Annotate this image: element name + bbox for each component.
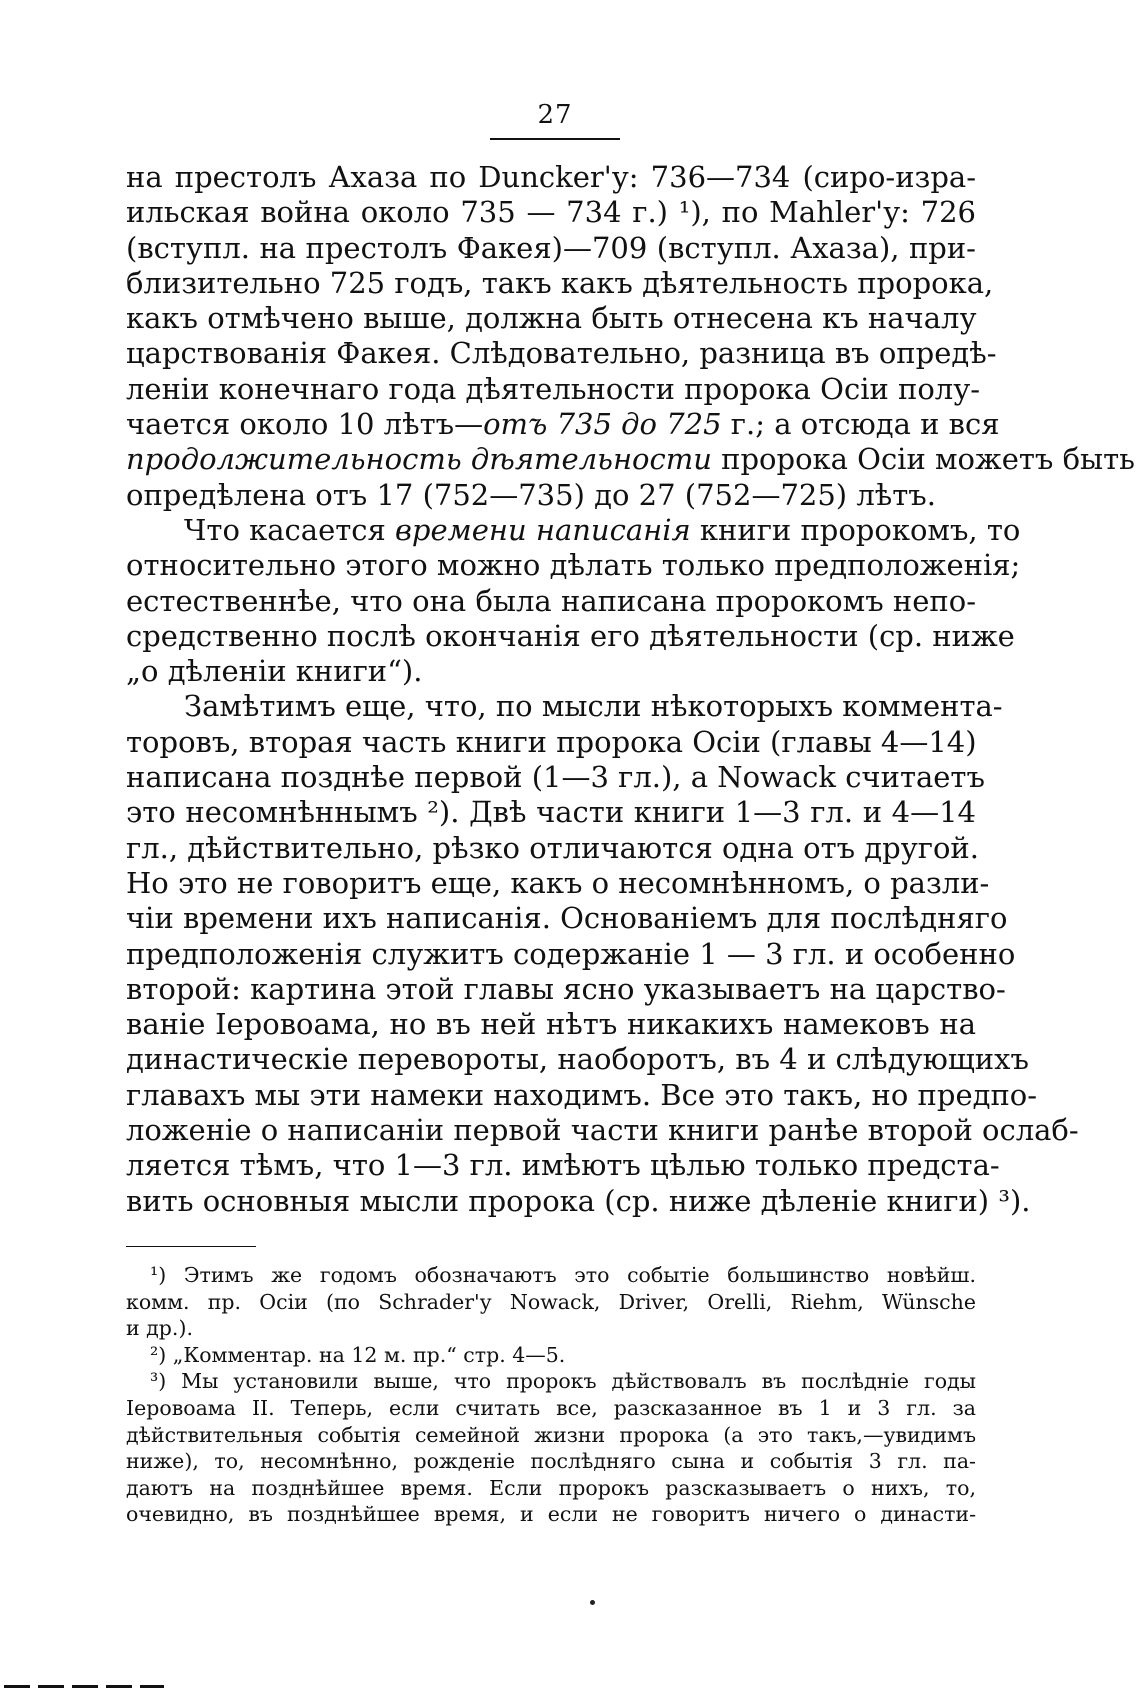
text-run: книги пророкомъ, то — [690, 512, 1021, 547]
text-line: (вступл. на престолъ Факея)—709 (вступл. Ахаза), при- — [126, 230, 976, 265]
text-line: гл., дѣйствительно, рѣзко отличаются одна отъ другой. — [126, 830, 979, 865]
footnote-line: Іеровоама II. Теперь, если считать все, разсказанное въ 1 и 3 гл. за — [126, 1395, 976, 1420]
italic-run: времени написанія — [395, 512, 691, 547]
text-line: это несомнѣннымъ ²). Двѣ части книги 1—3 гл. и 4—14 — [126, 795, 976, 830]
text-line: предположенія служитъ содержаніе 1 — 3 гл. и особенно — [126, 936, 1016, 971]
page-number-rule — [490, 138, 620, 140]
footnote-line: ¹) Этимъ же годомъ обозначаютъ это событіе большинство новѣйш. — [150, 1263, 976, 1287]
paragraph-2 — [126, 512, 1021, 689]
text-run: чается около 10 лѣтъ— — [126, 407, 484, 442]
footnote-separator — [126, 1246, 256, 1247]
main-text — [126, 160, 1135, 1219]
text-line: близительно 725 годъ, такъ какъ дѣятельность пророка, — [126, 265, 994, 300]
footnote-line: ниже), то, несомнѣнно, рожденіе послѣдняго сына и событія 3 гл. па- — [126, 1449, 976, 1474]
text-line — [126, 407, 1000, 442]
text-line: естественнѣе, что она была написана пророкомъ непо- — [126, 583, 976, 618]
text-line: опредѣлена отъ 17 (752—735) до 27 (752—725) лѣтъ. — [126, 477, 936, 512]
text-line: главахъ мы эти намеки находимъ. Все это такъ, но предпо- — [126, 1077, 1038, 1112]
text-run: г.; а отсюда и вся — [721, 407, 1000, 442]
italic-run: продолжительность дѣятельности — [126, 442, 712, 477]
text-line: вить основныя мысли пророка (ср. ниже дѣленіе книги) ³). — [126, 1183, 1031, 1218]
text-line — [126, 512, 1021, 548]
text-line — [126, 442, 1135, 477]
text-line: торовъ, вторая часть книги пророка Осіи (главы 4—14) — [126, 724, 977, 759]
text-run: Что касается — [184, 512, 396, 547]
text-line: написана позднѣе первой (1—3 гл.), а Nowack считаетъ — [126, 760, 985, 795]
text-line: царствованія Факея. Слѣдовательно, разница въ опредѣ- — [126, 336, 997, 371]
scan-edge-mark — [4, 1685, 164, 1688]
text-run: пророка Осіи можетъ быть — [711, 442, 1135, 477]
text-line: Но это не говоритъ еще, какъ о несомнѣнномъ, о разли- — [126, 865, 990, 900]
footnote-line: ³) Мы установили выше, что пророкъ дѣйствовалъ въ послѣдніе годы — [150, 1369, 976, 1394]
text-line: ильская война около 735 — 734 г.) ¹), по Mahler'у: 726 — [126, 195, 976, 230]
text-line: ваніе Іеровоама, но въ ней нѣтъ никакихъ намековъ на — [126, 1007, 976, 1042]
text-line: ляется тѣмъ, что 1—3 гл. имѣютъ цѣлью только предста- — [126, 1148, 1000, 1183]
paragraph-1 — [126, 160, 1135, 513]
text-line: леніи конечнаго года дѣятельности пророка Осіи полу- — [126, 371, 981, 406]
text-line: какъ отмѣчено выше, должна быть отнесена къ началу — [126, 301, 977, 336]
text-line: Замѣтимъ еще, что, по мысли нѣкоторыхъ коммента- — [184, 689, 1003, 724]
text-line: ложеніе о написаніи первой части книги ранѣе второй ослаб- — [126, 1113, 1079, 1148]
footnotes — [126, 1262, 976, 1528]
footnote-line: даютъ на позднѣйшее время. Если пророкъ разсказываетъ о нихъ, то, — [126, 1475, 976, 1500]
text-line: династическіе перевороты, наоборотъ, въ 4 и слѣдующихъ — [126, 1042, 1029, 1077]
text-line: относительно этого можно дѣлать только предположенія; — [126, 548, 1021, 583]
paragraph-3 — [126, 689, 1079, 1218]
text-line: чіи времени ихъ написанія. Основаніемъ для послѣдняго — [126, 901, 1008, 936]
footnote-1 — [126, 1262, 976, 1342]
text-line: „о дѣленіи книги“). — [126, 654, 423, 689]
text-line: второй: картина этой главы ясно указываетъ на царство- — [126, 971, 1006, 1006]
footnote-line: ²) „Комментар. на 12 м. пр.“ стр. 4—5. — [150, 1342, 566, 1367]
footnote-line: комм. пр. Осіи (по Schrader'у Nowack, Driver, Orelli, Riehm, Wünsche — [126, 1289, 976, 1314]
footnote-line: очевидно, въ позднѣйшее время, и если не говоритъ ничего о династи- — [126, 1502, 976, 1527]
italic-run: отъ 735 до 725 — [483, 407, 722, 442]
printer-dot — [590, 1600, 595, 1605]
page-number: 27 — [537, 100, 573, 130]
footnote-line: дѣйствительныя событія семейной жизни пророка (а это такъ,—увидимъ — [126, 1422, 976, 1447]
footnote-2 — [126, 1342, 976, 1369]
footnote-3 — [126, 1368, 976, 1528]
text-line: на престолъ Ахаза по Duncker'у: 736—734 (сиро-изра- — [126, 160, 976, 194]
footnote-line: и др.). — [126, 1316, 193, 1341]
text-line: средственно послѣ окончанія его дѣятельности (ср. ниже — [126, 618, 1015, 653]
